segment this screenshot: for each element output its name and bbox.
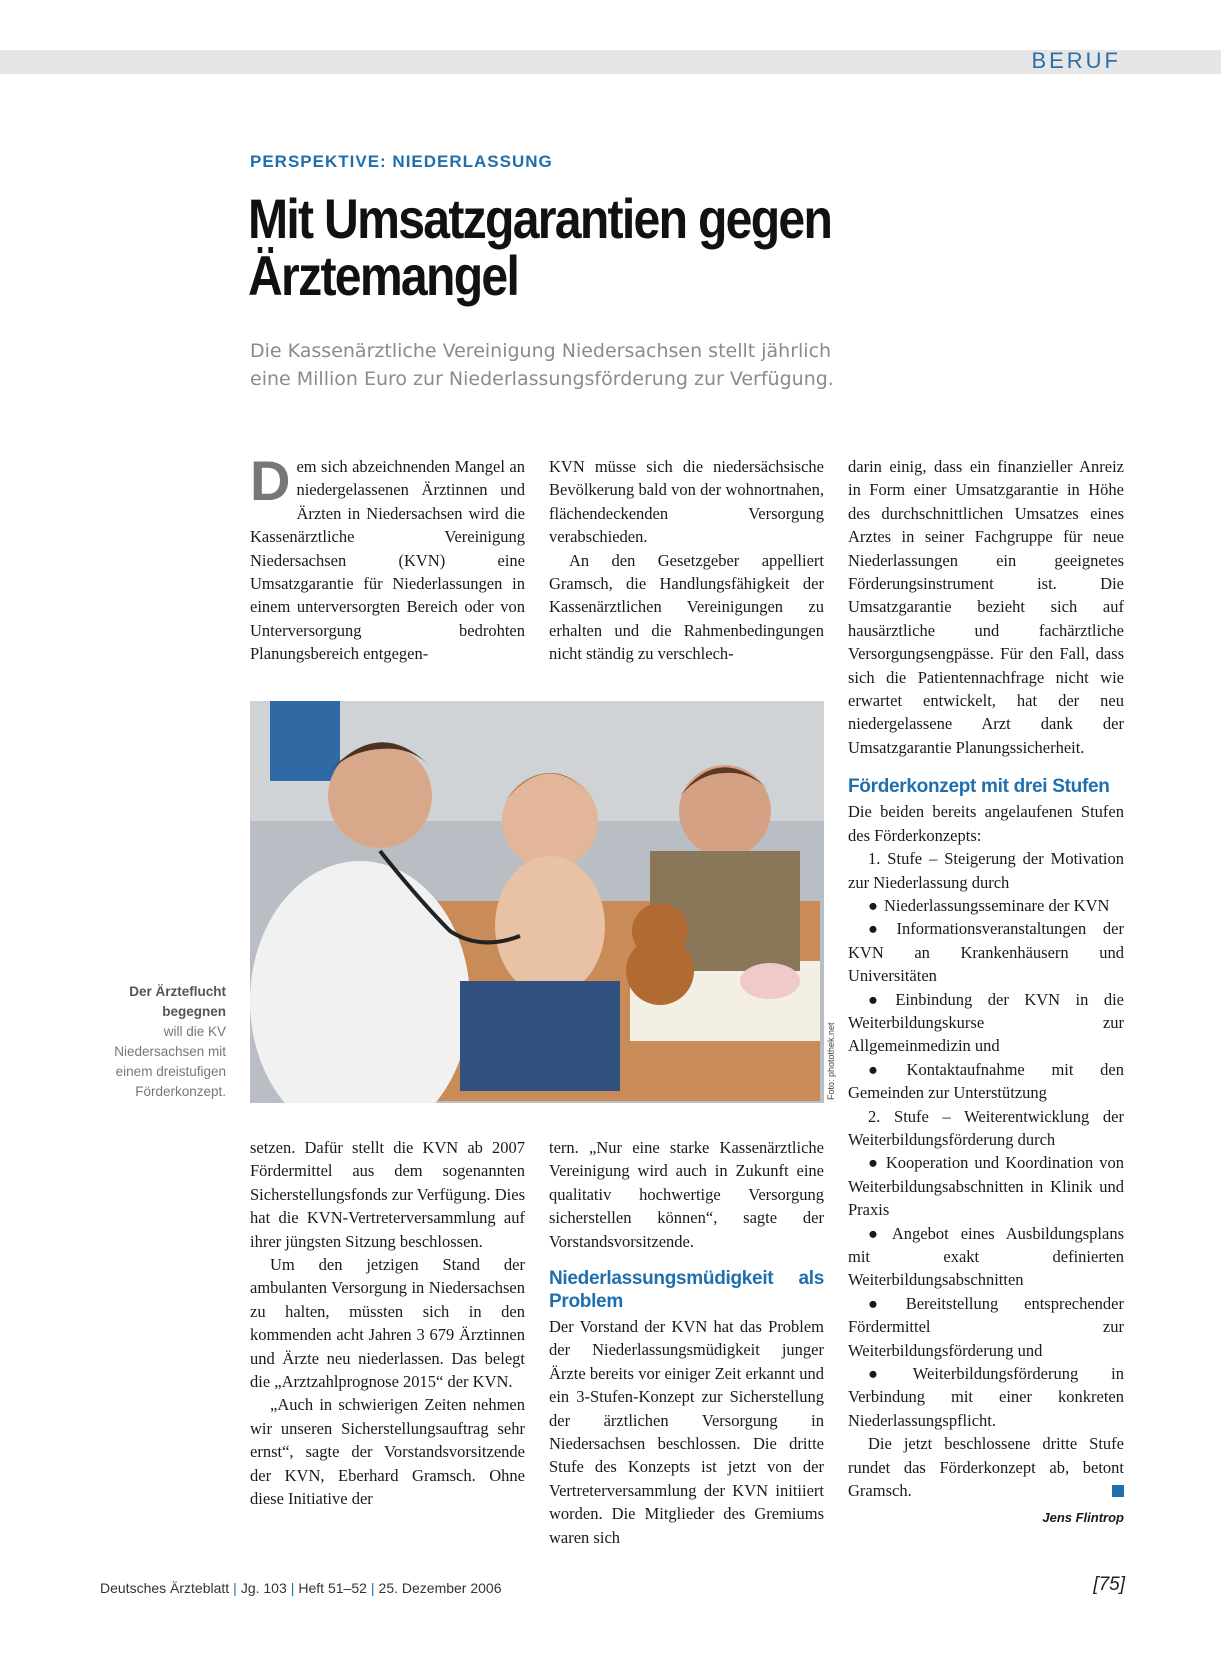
list-item: ● Kooperation und Koordination von Weiterbildungsabschnitten in Klinik und Praxis — [848, 1151, 1124, 1221]
caption-head: Der Ärzteflucht begegnen — [129, 984, 226, 1019]
stage-2-heading: 2. Stufe – Weiterentwicklung der Weiterbildungsförderung durch — [848, 1106, 1124, 1149]
separator-icon: | — [370, 1580, 375, 1596]
footer — [100, 1580, 502, 1596]
column-2-bottom — [549, 1136, 824, 1549]
paragraph: „Auch in schwierigen Zeiten nehmen wir unseren Sicherstellungsauftrag sehr ernst“, sagte der Vorstandsvorsitzende der KVN, Eberhard Gramsch. Ohne diese Initiative der — [250, 1395, 525, 1509]
subhead: Niederlassungsmüdigkeit als Problem — [549, 1268, 824, 1313]
headline-line-2: Ärztemangel — [248, 244, 519, 307]
list-item: ● Kontaktaufnahme mit den Gemeinden zur Unterstützung — [848, 1058, 1124, 1105]
dropcap: D — [250, 449, 291, 512]
paragraph: Der Vorstand der KVN hat das Problem der Niederlassungsmüdigkeit junger Ärzte bereits vor einiger Zeit erkannt und ein 3-Stufen-Konzept zur Sicherstellung der ärztlichen Versorgung in Niedersachsen beschlossen. Die dritte Stufe des Konzepts ist jetzt von der Vertreterversammlung der KVN initiiert worden. Die Mitglieder des Gremiums waren sich — [549, 1317, 824, 1547]
column-3 — [848, 455, 1124, 1530]
article-photo — [250, 701, 824, 1103]
list-item: ● Bereitstellung entsprechender Fördermittel zur Weiterbildungsförderung und — [848, 1292, 1124, 1362]
final-text: Die jetzt beschlossene dritte Stufe rundet das Förderkonzept ab, betont Gramsch. — [848, 1434, 1124, 1501]
article-deck — [250, 337, 970, 393]
column-1-bottom — [250, 1136, 525, 1511]
page-number: [75] — [1093, 1574, 1125, 1595]
photo-credit: Foto: photothek.net — [826, 1022, 836, 1100]
list-item: ● Einbindung der KVN in die Weiterbildungskurse zur Allgemeinmedizin und — [848, 988, 1124, 1058]
list-item: ● Niederlassungsseminare der KVN — [848, 894, 1124, 917]
list-item: ● Informationsveranstaltungen der KVN an Krankenhäusern und Universitäten — [848, 917, 1124, 987]
separator-icon: | — [233, 1580, 237, 1596]
date: 25. Dezember 2006 — [378, 1580, 502, 1596]
intro-paragraph: em sich abzeichnenden Mangel an niedergelassenen Ärztinnen und Ärzten in Niedersachsen wird die Kassenärztliche Vereinigung Niedersachsen (KVN) eine Umsatzgarantie für Niederlassungen in einem unterversorgten Bereich oder von Unterversorgung bedrohten Planungsbereich entgegen- — [250, 457, 525, 664]
caption-body: will die KV Niedersachsen mit einem dreistufigen Förderkonzept. — [114, 1024, 226, 1099]
list-item: ● Angebot eines Ausbildungsplans mit exakt definierten Weiterbildungsabschnitten — [848, 1222, 1124, 1292]
journal-name: Deutsches Ärzteblatt — [100, 1580, 230, 1596]
paragraph-final — [848, 1432, 1124, 1502]
list-item: ● Weiterbildungsförderung in Verbindung mit einer konkreten Niederlassungspflicht. — [848, 1362, 1124, 1432]
doctor-child-photo — [250, 701, 824, 1103]
column-1-top — [250, 449, 525, 666]
paragraph: An den Gesetzgeber appelliert Gramsch, die Handlungsfähigkeit der Kassenärztlichen Vereinigungen zu erhalten und die Rahmenbedingungen nicht ständig zu verschlech- — [549, 550, 824, 664]
paragraph: KVN müsse sich die niedersächsische Bevölkerung bald von der wohnortnahen, flächendeckenden Versorgung verabschieden. — [549, 457, 824, 547]
paragraph: tern. „Nur eine starke Kassenärztliche Vereinigung wird auch in Zukunft eine qualitativ hochwertige Versorgung sicherstellen können“, sagte der Vorstandsvorsitzende. — [549, 1138, 824, 1251]
paragraph: darin einig, dass ein finanzieller Anreiz in Form einer Umsatzgarantie in Höhe des durchschnittlichen Umsatzes eines Arztes in seiner Fachgruppe für neue Niederlassungen ein geeignetes Förderungsinstrument ist. Die Umsatzgarantie bezieht sich auf hausärztliche und fachärztliche Versorgungsengpässe. Für den Fall, dass sich die Patientennachfrage nicht wie erwartet entwickelt, hat der neu niedergelassene Arzt dank der Umsatzgarantie Planungssicherheit. — [848, 457, 1124, 757]
separator-icon: | — [290, 1580, 295, 1596]
paragraph: setzen. Dafür stellt die KVN ab 2007 Fördermittel aus dem sogenannten Sicherstellungsfonds zur Verfügung. Dies hat die KVN-Vertreterversammlung auf ihrer jüngsten Sitzung beschlossen. — [250, 1138, 525, 1251]
stage-1-heading: 1. Stufe – Steigerung der Motivation zur Niederlassung durch — [848, 849, 1124, 892]
article-headline — [248, 187, 902, 307]
author: Jens Flintrop — [1042, 1510, 1124, 1526]
column-2-top — [549, 455, 824, 666]
article-kicker: PERSPEKTIVE: NIEDERLASSUNG — [250, 152, 553, 171]
paragraph: Um den jetzigen Stand der ambulanten Versorgung in Niedersachsen zu halten, müssten sich in den kommenden acht Jahren 3 679 Ärztinnen und Ärzte neu niederlassen. Das belegt die „Arztzahlprognose 2015“ der KVN. — [250, 1255, 525, 1392]
headline-line-1: Mit Umsatzgarantien gegen — [248, 187, 832, 250]
end-mark-icon — [1112, 1485, 1124, 1497]
paragraph: Die beiden bereits angelaufenen Stufen des Förderkonzepts: — [848, 802, 1124, 845]
deck-line-1: Die Kassenärztliche Vereinigung Niedersachsen stellt jährlich — [250, 340, 832, 362]
deck-line-2: eine Million Euro zur Niederlassungsförderung zur Verfügung. — [250, 368, 834, 390]
photo-caption — [100, 982, 226, 1102]
section-label: BERUF — [1031, 48, 1121, 73]
volume: Jg. 103 — [240, 1580, 287, 1596]
subhead: Förderkonzept mit drei Stufen — [848, 776, 1110, 798]
issue: Heft 51–52 — [298, 1580, 367, 1596]
